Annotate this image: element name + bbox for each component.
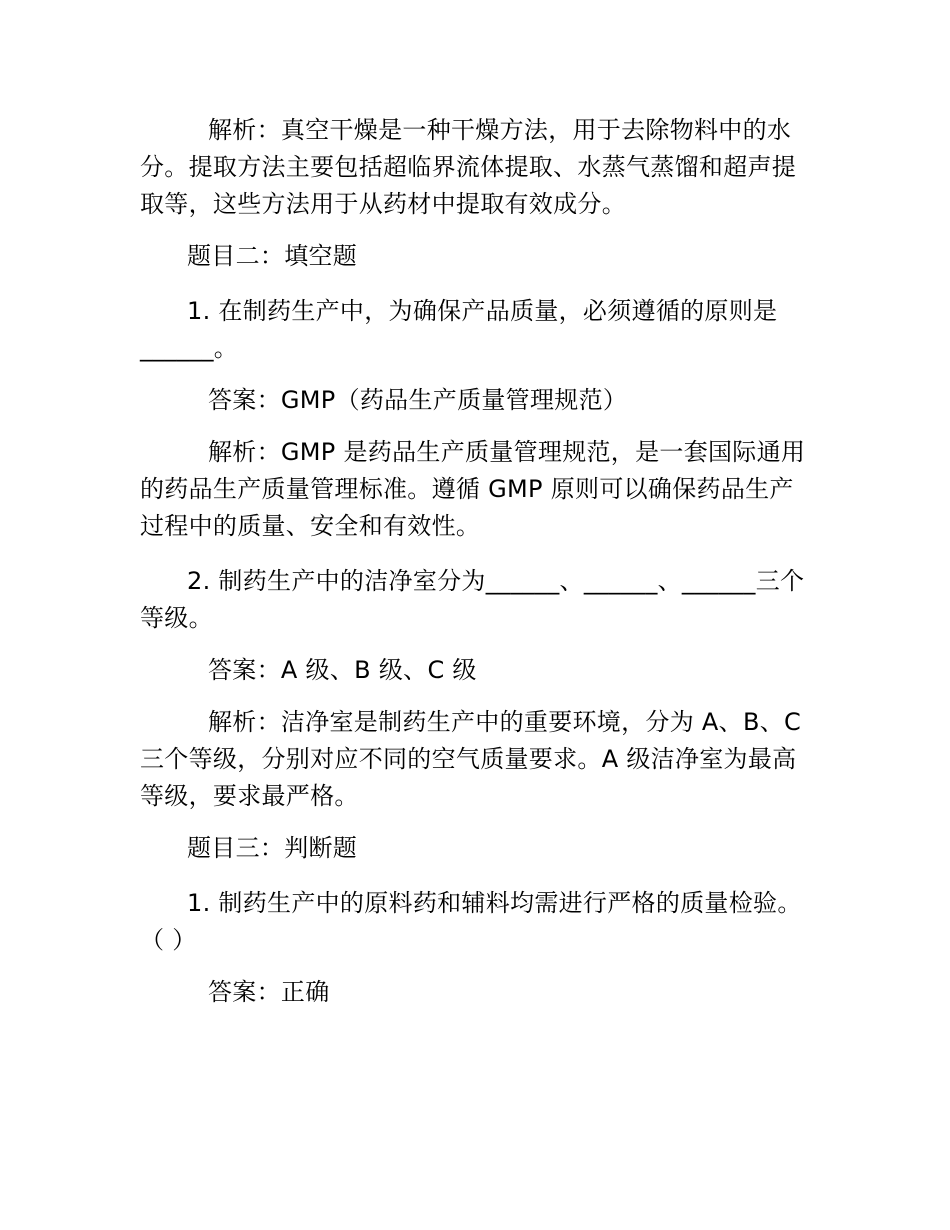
document-page (140, 112, 812, 1011)
answer-cleanroom: 答案：A 级、B 级、C 级 (208, 656, 477, 684)
question-quality-inspection: 1. 制药生产中的原料药和辅料均需进行严格的质量检验。（ ） (140, 889, 802, 954)
question-cleanroom: 2. 制药生产中的洁净室分为______、______、______三个等级。 (140, 567, 805, 632)
section-heading-true-false: 题目三：判断题 (187, 834, 358, 862)
analysis-vacuum-drying: 解析：真空干燥是一种干燥方法，用于去除物料中的水分。提取方法主要包括超临界流体提取、水蒸气蒸馏和超声提取等，这些方法用于从药材中提取有效成分。 (140, 116, 797, 218)
answer-quality-inspection: 答案：正确 (208, 978, 330, 1006)
answer-gmp: 答案：GMP（药品生产质量管理规范） (208, 386, 628, 414)
question-gmp: 1. 在制药生产中，为确保产品质量，必须遵循的原则是______。 (140, 297, 778, 362)
analysis-gmp: 解析：GMP 是药品生产质量管理规范，是一套国际通用的药品生产质量管理标准。遵循 GMP 原则可以确保药品生产过程中的质量、安全和有效性。 (140, 438, 806, 540)
analysis-cleanroom: 解析：洁净室是制药生产中的重要环境，分为 A、B、C 三个等级，分别对应不同的空气质量要求。A 级洁净室为最高等级，要求最严格。 (140, 708, 802, 810)
section-heading-fill-in: 题目二：填空题 (187, 242, 358, 270)
